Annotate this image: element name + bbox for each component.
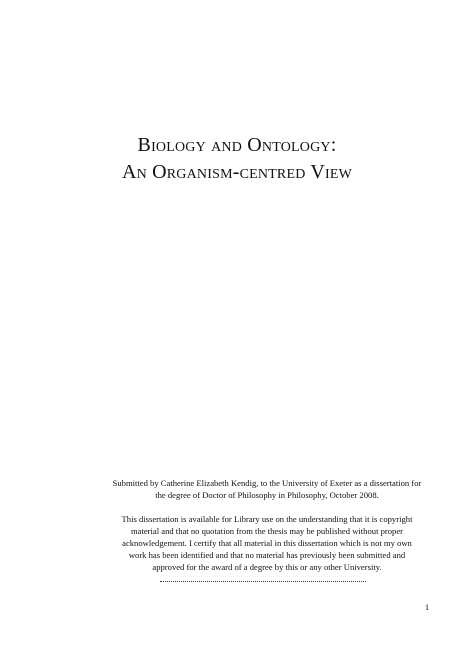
document-title (0, 132, 474, 186)
submission-line: the degree of Doctor of Philosophy in Philosophy, October 2008. (155, 490, 379, 500)
title-line-2: An Organism-centred View (121, 161, 353, 183)
submission-line: Submitted by Catherine Elizabeth Kendig, to the University of Exeter as a dissertation for (112, 478, 422, 488)
certification-line: material and that no quotation from the thesis may be published without proper (130, 526, 404, 536)
certification-statement (60, 513, 474, 573)
certification-line: work has been identified and that no material has previously been submitted and (128, 550, 406, 560)
page-number: 1 (424, 602, 430, 612)
certification-line: approved for the award of a degree by this or any other University. (152, 562, 382, 572)
title-line-1: Biology and Ontology: (137, 134, 337, 156)
signature-line (160, 581, 366, 582)
certification-line: acknowledgement. I certify that all material in this dissertation which is not my own (122, 538, 412, 548)
submission-statement (60, 477, 474, 501)
certification-line: This dissertation is available for Library use on the understanding that it is copyright (121, 514, 413, 524)
